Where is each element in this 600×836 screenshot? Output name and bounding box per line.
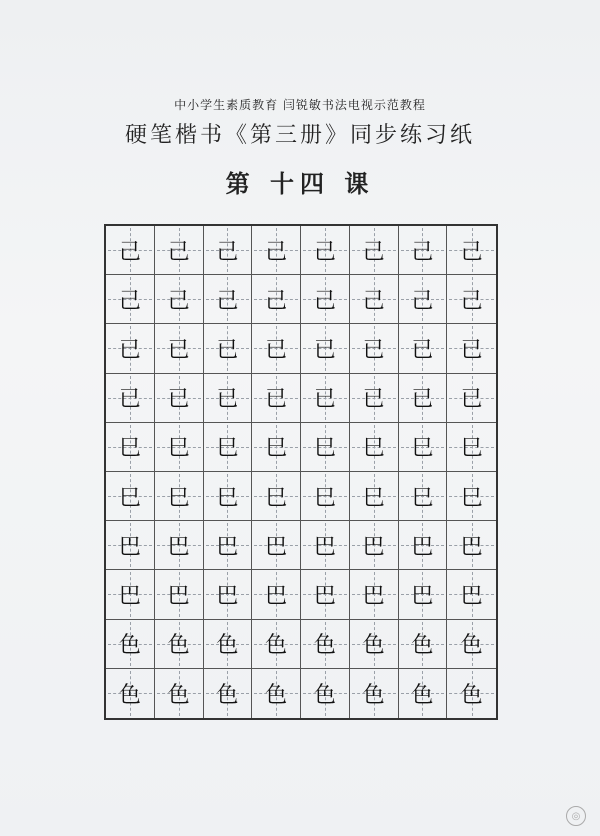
practice-character: 巳 <box>411 436 434 462</box>
practice-character: 己 <box>118 288 141 314</box>
practice-character: 巴 <box>167 534 190 560</box>
grid-cell <box>447 472 496 521</box>
practice-character: 巴 <box>460 534 483 560</box>
grid-cell <box>301 620 350 669</box>
practice-character: 己 <box>362 239 385 265</box>
practice-character: 巳 <box>265 436 288 462</box>
grid-cell <box>106 570 155 619</box>
practice-character: 己 <box>411 288 434 314</box>
practice-character: 巴 <box>411 534 434 560</box>
practice-character: 己 <box>411 239 434 265</box>
grid-cell <box>447 324 496 373</box>
grid-cell <box>204 472 253 521</box>
grid-cell <box>301 472 350 521</box>
practice-character: 已 <box>265 337 288 363</box>
practice-character: 己 <box>313 239 336 265</box>
grid-cell <box>399 620 448 669</box>
practice-character: 已 <box>118 337 141 363</box>
grid-cell <box>252 374 301 423</box>
lesson-heading: 第 十四 课 <box>225 170 375 198</box>
grid-cell <box>447 275 496 324</box>
grid-cell <box>252 620 301 669</box>
grid-cell <box>350 570 399 619</box>
practice-character: 巳 <box>411 485 434 511</box>
grid-cell <box>106 226 155 275</box>
practice-character: 巴 <box>118 583 141 609</box>
grid-cell <box>106 423 155 472</box>
grid-cell <box>447 226 496 275</box>
practice-character: 巳 <box>313 485 336 511</box>
practice-character: 巴 <box>460 583 483 609</box>
practice-character: 己 <box>313 288 336 314</box>
practice-character: 色 <box>313 682 336 708</box>
practice-character: 巳 <box>216 485 239 511</box>
grid-cell <box>301 374 350 423</box>
grid-cell <box>204 423 253 472</box>
grid-cell <box>204 620 253 669</box>
practice-character: 巳 <box>460 485 483 511</box>
grid-cell <box>399 324 448 373</box>
grid-cell <box>301 324 350 373</box>
practice-character: 色 <box>411 633 434 659</box>
practice-character: 色 <box>167 633 190 659</box>
grid-cell <box>155 472 204 521</box>
practice-character: 巴 <box>411 583 434 609</box>
grid-cell <box>399 521 448 570</box>
grid-cell <box>350 472 399 521</box>
practice-character: 色 <box>313 633 336 659</box>
grid-cell <box>204 324 253 373</box>
grid-cell <box>447 423 496 472</box>
grid-cell <box>252 275 301 324</box>
grid-cell <box>399 570 448 619</box>
practice-character: 已 <box>362 387 385 413</box>
grid-cell <box>204 275 253 324</box>
practice-character: 巳 <box>362 485 385 511</box>
practice-character: 已 <box>313 387 336 413</box>
grid-cell <box>350 521 399 570</box>
grid-cell <box>301 423 350 472</box>
practice-character: 色 <box>118 682 141 708</box>
practice-character: 色 <box>411 682 434 708</box>
practice-character: 巳 <box>118 436 141 462</box>
sheet-title: 硬笔楷书《第三册》同步练习纸 <box>124 123 475 148</box>
grid-cell <box>350 374 399 423</box>
grid-cell <box>204 226 253 275</box>
grid-cell <box>106 472 155 521</box>
grid-cell <box>301 226 350 275</box>
practice-character: 已 <box>118 387 141 413</box>
grid-cell <box>106 521 155 570</box>
practice-character: 巳 <box>167 485 190 511</box>
practice-character: 巴 <box>216 534 239 560</box>
grid-cell <box>301 669 350 718</box>
practice-character: 己 <box>118 239 141 265</box>
grid-cell <box>350 275 399 324</box>
practice-character: 巴 <box>362 534 385 560</box>
grid-cell <box>106 620 155 669</box>
grid-cell <box>106 275 155 324</box>
grid-cell <box>155 324 204 373</box>
watermark-logo-icon: ◎ <box>566 806 586 826</box>
grid-cell <box>155 521 204 570</box>
practice-character: 已 <box>362 337 385 363</box>
practice-character: 已 <box>216 337 239 363</box>
practice-character: 巳 <box>118 485 141 511</box>
grid-cell <box>399 669 448 718</box>
grid-cell <box>252 472 301 521</box>
practice-character: 巴 <box>265 534 288 560</box>
grid-cell <box>155 669 204 718</box>
practice-character: 已 <box>216 387 239 413</box>
grid-cell <box>252 669 301 718</box>
grid-cell <box>447 669 496 718</box>
practice-character: 己 <box>265 239 288 265</box>
practice-character: 巳 <box>362 436 385 462</box>
grid-cell <box>447 374 496 423</box>
grid-cell <box>301 521 350 570</box>
grid-cell <box>155 226 204 275</box>
grid-cell <box>252 570 301 619</box>
grid-cell <box>155 275 204 324</box>
practice-character: 巳 <box>167 436 190 462</box>
practice-character: 巴 <box>313 534 336 560</box>
practice-character: 己 <box>216 239 239 265</box>
grid-cell <box>155 374 204 423</box>
practice-character: 己 <box>265 288 288 314</box>
grid-cell <box>204 570 253 619</box>
grid-cell <box>350 324 399 373</box>
practice-character: 已 <box>313 337 336 363</box>
grid-cell <box>399 472 448 521</box>
grid-cell <box>106 324 155 373</box>
grid-cell <box>447 521 496 570</box>
practice-character: 色 <box>216 682 239 708</box>
practice-character: 己 <box>216 288 239 314</box>
grid-cell <box>447 570 496 619</box>
practice-grid <box>104 224 498 720</box>
grid-cell <box>155 570 204 619</box>
practice-character: 色 <box>118 633 141 659</box>
grid-cell <box>204 374 253 423</box>
practice-character: 已 <box>460 337 483 363</box>
practice-character: 巳 <box>216 436 239 462</box>
practice-character: 巳 <box>265 485 288 511</box>
grid-cell <box>350 423 399 472</box>
grid-cell <box>106 669 155 718</box>
practice-character: 巴 <box>313 583 336 609</box>
practice-character: 已 <box>411 387 434 413</box>
practice-character: 巳 <box>313 436 336 462</box>
practice-character: 色 <box>265 633 288 659</box>
grid-cell <box>252 521 301 570</box>
grid-cell <box>252 324 301 373</box>
practice-character: 色 <box>167 682 190 708</box>
grid-cell <box>301 275 350 324</box>
practice-character: 己 <box>460 288 483 314</box>
practice-character: 巴 <box>362 583 385 609</box>
practice-character: 巳 <box>460 436 483 462</box>
sheet-subtitle: 中小学生素质教育 闫锐敏书法电视示范教程 <box>174 98 426 112</box>
grid-cell <box>399 226 448 275</box>
practice-character: 色 <box>460 633 483 659</box>
practice-character: 色 <box>265 682 288 708</box>
grid-cell <box>399 423 448 472</box>
practice-character: 巴 <box>265 583 288 609</box>
practice-character: 色 <box>362 633 385 659</box>
practice-character: 色 <box>362 682 385 708</box>
practice-character: 己 <box>362 288 385 314</box>
grid-cell <box>106 374 155 423</box>
practice-character: 色 <box>216 633 239 659</box>
grid-cell <box>301 570 350 619</box>
practice-character: 巴 <box>216 583 239 609</box>
practice-character: 已 <box>265 387 288 413</box>
grid-cell <box>350 669 399 718</box>
grid-cell <box>252 423 301 472</box>
practice-character: 巴 <box>167 583 190 609</box>
grid-cell <box>350 226 399 275</box>
practice-character: 巴 <box>118 534 141 560</box>
grid-cell <box>350 620 399 669</box>
grid-cell <box>204 521 253 570</box>
grid-cell <box>204 669 253 718</box>
practice-character: 己 <box>460 239 483 265</box>
practice-character: 已 <box>460 387 483 413</box>
grid-cell <box>252 226 301 275</box>
grid-cell <box>447 620 496 669</box>
grid-cell <box>155 423 204 472</box>
grid-cell <box>399 275 448 324</box>
practice-character: 已 <box>167 337 190 363</box>
grid-cell <box>155 620 204 669</box>
practice-character: 己 <box>167 239 190 265</box>
practice-character: 已 <box>411 337 434 363</box>
practice-character: 已 <box>167 387 190 413</box>
practice-character: 色 <box>460 682 483 708</box>
grid-cell <box>399 374 448 423</box>
practice-character: 己 <box>167 288 190 314</box>
